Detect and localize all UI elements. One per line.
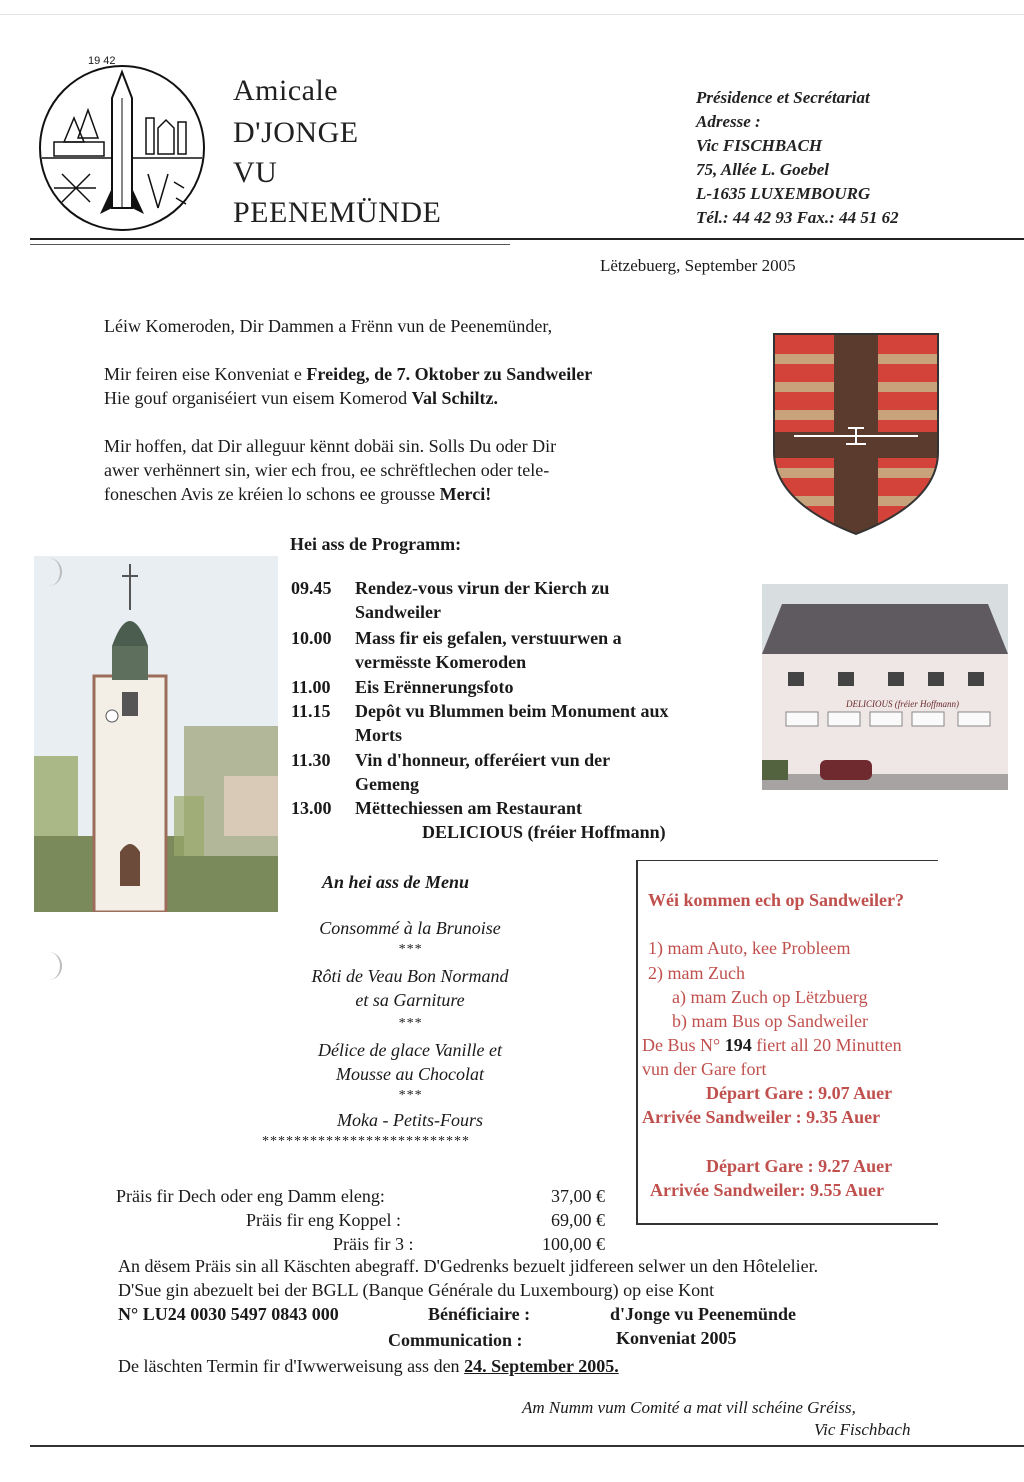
logo-emblem [34,58,210,234]
paragraph-rsvp [104,434,664,506]
org-name-line-1: Amicale [233,74,339,107]
directions-line-2: 2) mam Zuch [648,963,745,983]
departure-1: Départ Gare : 9.07 Auer [706,1083,893,1103]
org-name-line-2: D'JONGE [233,116,359,149]
payment-line-1: An dësem Präis sin all Käschten abegraff. D'Gedrenks bezuelt jidfereen selwer un den Hôtelelier. [118,1256,819,1276]
beneficiary-label: Bénéficiaire : [428,1304,531,1324]
contact-city: L-1635 LUXEMBOURG [696,184,871,203]
menu-course-4: Moka - Petits-Fours [337,1110,483,1130]
rsvp-line-2: awer verhënnert sin, wier ech frou, ee schrëftlechen oder tele- [104,460,550,480]
p1-organiser-text: Hie gouf organiséiert vun eisem Komerod [104,388,412,408]
menu-course-2a: Rôti de Veau Bon Normand [311,966,509,986]
menu-course-1: Consommé à la Brunoise [319,918,501,938]
bus-text-b: fiert all 20 Minutten [751,1035,902,1055]
restaurant-photo [762,584,1008,790]
communication-value: Konveniat 2005 [616,1328,737,1348]
arrival-2: Arrivée Sandweiler: 9.55 Auer [650,1180,884,1200]
logo-year: 19 42 [88,55,116,67]
price-single-value: 37,00 € [551,1186,605,1206]
org-name-line-4: PEENEMÜNDE [233,196,442,229]
price-couple-label: Präis fir eng Koppel : [246,1210,401,1230]
programme-time-3: 11.00 [291,677,331,697]
price-three-label: Präis fir 3 : [333,1234,414,1254]
bus-text-a: De Bus N° [642,1035,725,1055]
price-single-label: Präis fir Dech oder eng Damm eleng: [116,1186,385,1206]
contact-street: 75, Allée L. Goebel [696,160,829,179]
price-couple-value: 69,00 € [551,1210,605,1230]
arrival-1: Arrivée Sandweiler : 9.35 Auer [642,1107,881,1127]
deadline-line [118,1354,619,1378]
programme-time-1: 09.45 [291,578,332,598]
contact-name: Vic FISCHBACH [696,136,823,155]
directions-line-3: a) mam Zuch op Lëtzbuerg [672,987,868,1007]
departure-2: Départ Gare : 9.27 Auer [706,1156,893,1176]
menu-course-3a: Délice de glace Vanille et [318,1040,502,1060]
communication-label: Communication : [388,1330,523,1350]
top-scan-edge [0,14,1024,15]
account-number: N° LU24 0030 5497 0843 000 [118,1304,339,1324]
menu-end-separator: ************************** [262,1134,470,1149]
signature: Vic Fischbach [814,1420,911,1439]
deadline-text: De läschten Termin fir d'Iwwerweisung ass den [118,1356,465,1376]
org-name-line-3: VU [233,156,278,189]
menu-separator-3: *** [398,1088,422,1103]
header-rule-secondary [30,244,510,245]
payment-line-2: D'Sue gin abezuelt bei der BGLL (Banque Générale du Luxembourg) op eise Kont [118,1280,715,1300]
programme-time-4: 11.15 [291,701,331,721]
p1-text: Mir feiren eise Konveniat e [104,364,307,384]
programme-time-5: 11.30 [291,750,331,770]
coat-of-arms [772,332,940,536]
beneficiary-value: d'Jonge vu Peenemünde [610,1304,797,1324]
programme-item-4: Depôt vu Blummen beim Monument aux Morts [355,701,669,745]
salutation: Léiw Komeroden, Dir Dammen a Frënn vun de Peenemünder, [104,316,553,336]
organiser-name: Val Schiltz. [411,388,498,408]
punch-hole-top [36,558,62,586]
programme-item-5: Vin d'honneur, offeréiert vun der Gemeng [355,750,610,794]
directions-line-5 [642,1033,902,1057]
rsvp-line-3: foneschen Avis ze kréien lo schons ee grousse [104,484,440,504]
header-rule [30,238,1024,240]
church-image [34,556,278,912]
contact-address-label: Adresse : [696,112,761,131]
footer-rule [30,1445,1024,1447]
directions-line-1: 1) mam Auto, kee Probleem [648,938,851,958]
programme-time-6: 13.00 [291,798,332,818]
menu-title: An hei ass de Menu [322,872,470,892]
restaurant-name: DELICIOUS (fréier Hoffmann) [422,822,666,842]
programme-time-2: 10.00 [291,628,332,648]
price-three-value: 100,00 € [542,1234,605,1254]
directions-line-4: b) mam Bus op Sandweiler [672,1011,868,1031]
menu-separator-1: *** [398,942,422,957]
restaurant-image [762,584,1008,790]
shield-icon [772,332,940,536]
punch-hole-bottom [36,952,62,980]
rocket-logo-icon [34,58,210,234]
restaurant-sign-text: DELICIOUS (fréier Hoffmann) [846,699,959,709]
rsvp-thanks: Merci! [439,484,492,504]
directions-line-6: vun der Gare fort [642,1059,767,1079]
contact-role: Présidence et Secrétariat [696,88,870,107]
deadline-date: 24. September 2005. [464,1356,619,1376]
event-date: Freideg, de 7. Oktober zu Sandweiler [306,364,593,384]
letter-date: Lëtzebuerg, September 2005 [600,256,796,275]
programme-item-2: Mass fir eis gefalen, verstuurwen a vermësste Komeroden [355,628,622,672]
menu-separator-2: *** [398,1016,422,1031]
bus-number: 194 [724,1035,752,1055]
menu-course-2b: et sa Garniture [355,990,465,1010]
contact-block [696,86,899,230]
programme-title: Hei ass de Programm: [290,534,462,554]
contact-phone: Tél.: 44 42 93 Fax.: 44 51 62 [696,208,899,227]
directions-title: Wéi kommen ech op Sandweiler? [648,890,904,910]
programme-item-6: Mëttechiessen am Restaurant [355,798,582,818]
church-photo [34,556,278,912]
rsvp-line-1: Mir hoffen, dat Dir alleguur kënnt dobäi sin. Solls Du oder Dir [104,436,557,456]
menu-course-3b: Mousse au Chocolat [336,1064,484,1084]
programme-item-3: Eis Erënnerungsfoto [355,677,514,697]
closing-line: Am Numm vum Comité a mat vill schéine Gréiss, [522,1398,856,1417]
paragraph-date-location [104,362,704,410]
programme-item-1: Rendez-vous virun der Kierch zu Sandweiler [355,578,610,622]
